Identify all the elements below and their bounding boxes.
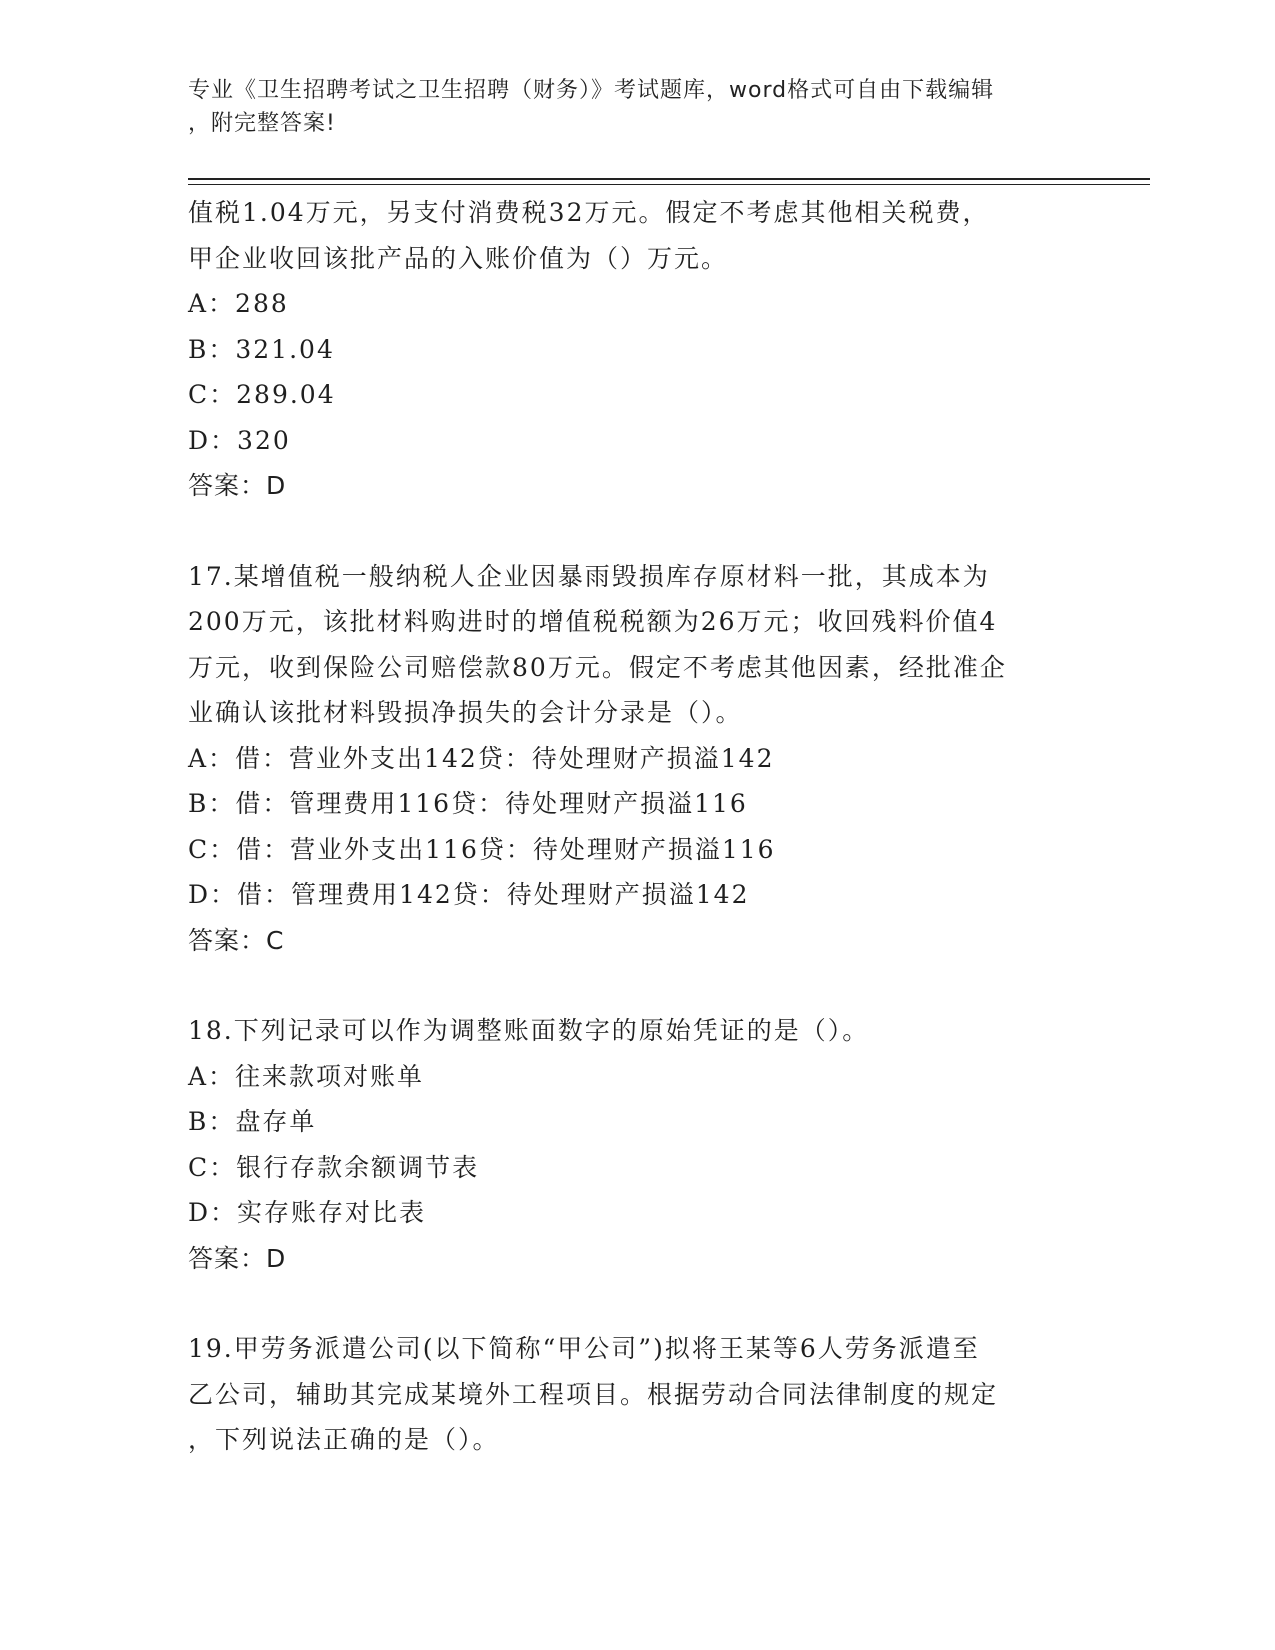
option-d: D：实存账存对比表	[188, 1198, 427, 1227]
question-text-line: 值税1.04万元，另支付消费税32万元。假定不考虑其他相关税费，	[188, 198, 990, 227]
option-b: B：盘存单	[188, 1107, 317, 1136]
option-b: B：借：管理费用116贷：待处理财产损溢116	[188, 789, 748, 818]
answer-line: 答案：D	[188, 471, 287, 500]
question-text-line: 乙公司，辅助其完成某境外工程项目。根据劳动合同法律制度的规定	[188, 1379, 999, 1409]
question-17	[188, 554, 1068, 964]
document-body	[188, 190, 1068, 1463]
question-text-line: ，下列说法正确的是（）。	[188, 1425, 500, 1454]
question-18	[188, 1008, 1068, 1281]
option-a: A：往来款项对账单	[188, 1061, 425, 1091]
spacer	[188, 509, 1068, 554]
answer-line: 答案：C	[188, 925, 285, 955]
option-a: A：288	[188, 289, 289, 318]
question-text-line: 18.下列记录可以作为调整账面数字的原始凭证的是（）。	[188, 1016, 870, 1045]
question-text-line: 万元，收到保险公司赔偿款80万元。假定不考虑其他因素，经批准企	[188, 652, 1007, 682]
spacer	[188, 963, 1068, 1008]
question-text-line: 19.甲劳务派遣公司(以下简称“甲公司”)拟将王某等6人劳务派遣至	[188, 1334, 980, 1363]
option-b: B：321.04	[188, 334, 335, 364]
question-text-line: 17.某增值税一般纳税人企业因暴雨毁损库存原材料一批，其成本为	[188, 561, 990, 591]
option-c: C：借：营业外支出116贷：待处理财产损溢116	[188, 834, 776, 864]
document-header	[188, 74, 1068, 140]
option-c: C：289.04	[188, 380, 336, 409]
question-text-line: 甲企业收回该批产品的入账价值为（）万元。	[188, 243, 729, 273]
option-d: D：320	[188, 425, 291, 455]
question-19	[188, 1326, 1068, 1463]
question-text-line: 业确认该批材料毁损净损失的会计分录是（）。	[188, 698, 743, 727]
header-title-line-2: ，附完整答案!	[188, 111, 336, 136]
header-divider-thin	[188, 184, 1150, 185]
option-c: C：银行存款余额调节表	[188, 1152, 480, 1182]
option-d: D：借：管理费用142贷：待处理财产损溢142	[188, 880, 750, 909]
header-divider-thick	[188, 178, 1150, 180]
option-a: A：借：营业外支出142贷：待处理财产损溢142	[188, 743, 775, 773]
header-title-line-1: 专业《卫生招聘考试之卫生招聘（财务）》考试题库，word格式可自由下载编辑	[188, 78, 995, 103]
question-prev	[188, 190, 1068, 509]
question-text-line: 200万元，该批材料购进时的增值税税额为26万元；收回残料价值4	[188, 607, 998, 636]
spacer	[188, 1281, 1068, 1326]
answer-line: 答案：D	[188, 1243, 287, 1273]
